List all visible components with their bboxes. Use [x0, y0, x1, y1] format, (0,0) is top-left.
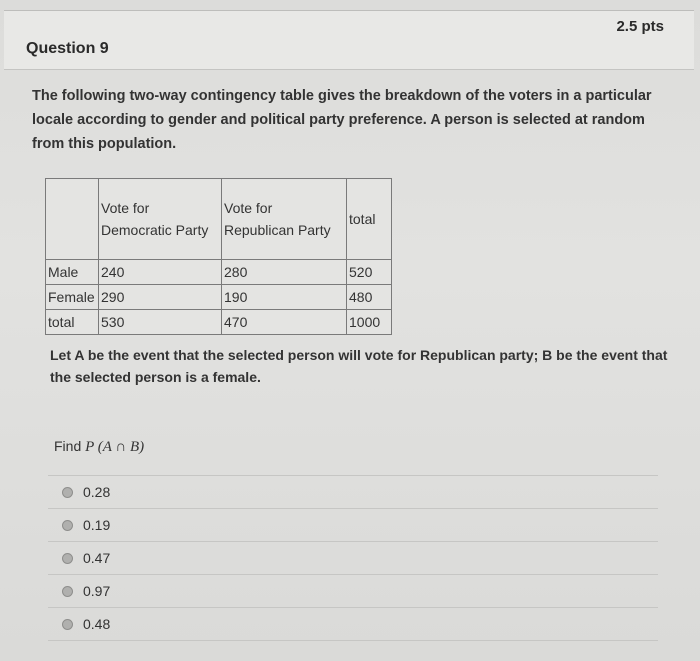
table-cell: 280	[222, 260, 347, 285]
answer-option-label: 0.47	[83, 550, 111, 566]
table-row	[46, 260, 392, 285]
question-title: Question 9	[26, 40, 109, 57]
table-row	[46, 285, 392, 310]
table-header-cell	[46, 179, 99, 260]
radio-button[interactable]	[62, 586, 73, 597]
answer-option-label: 0.48	[83, 616, 111, 632]
answer-option[interactable]	[48, 475, 658, 508]
answer-options	[48, 475, 658, 641]
table-header-row	[46, 179, 392, 260]
table-cell: Male	[46, 260, 99, 285]
event-definition: Let A be the event that the selected person will vote for Republican party; B be the event that the selected person is a female.	[50, 347, 668, 385]
answer-option-label: 0.28	[83, 484, 111, 500]
table-cell: 1000	[347, 310, 392, 335]
radio-button[interactable]	[62, 619, 73, 630]
table-row	[46, 310, 392, 335]
table-cell: total	[46, 310, 99, 335]
table-header-cell: Vote for Democratic Party	[99, 179, 222, 260]
question-prompt: The following two-way contingency table gives the breakdown of the voters in a particular locale according to gender and political party preference. A person is selected at random from this population.	[32, 88, 652, 152]
table-cell: 480	[347, 285, 392, 310]
question-points: 2.5 pts	[616, 18, 664, 35]
table-cell: 530	[99, 310, 222, 335]
answer-option-label: 0.97	[83, 583, 111, 599]
table-cell: Female	[46, 285, 99, 310]
table-cell: 520	[347, 260, 392, 285]
table-header-cell: Vote for Republican Party	[222, 179, 347, 260]
table-cell: 240	[99, 260, 222, 285]
find-expression: P (A ∩ B)	[85, 439, 145, 455]
radio-button[interactable]	[62, 520, 73, 531]
answer-option[interactable]	[48, 574, 658, 607]
radio-button[interactable]	[62, 487, 73, 498]
answer-option[interactable]	[48, 541, 658, 574]
table-header-cell: total	[347, 179, 392, 260]
table-cell: 290	[99, 285, 222, 310]
answer-option[interactable]	[48, 607, 658, 641]
table-cell: 470	[222, 310, 347, 335]
table-cell: 190	[222, 285, 347, 310]
answer-option-label: 0.19	[83, 517, 111, 533]
answer-option[interactable]	[48, 508, 658, 541]
find-prompt	[54, 438, 144, 456]
radio-button[interactable]	[62, 553, 73, 564]
find-label: Find	[54, 438, 82, 454]
contingency-table	[45, 178, 392, 335]
